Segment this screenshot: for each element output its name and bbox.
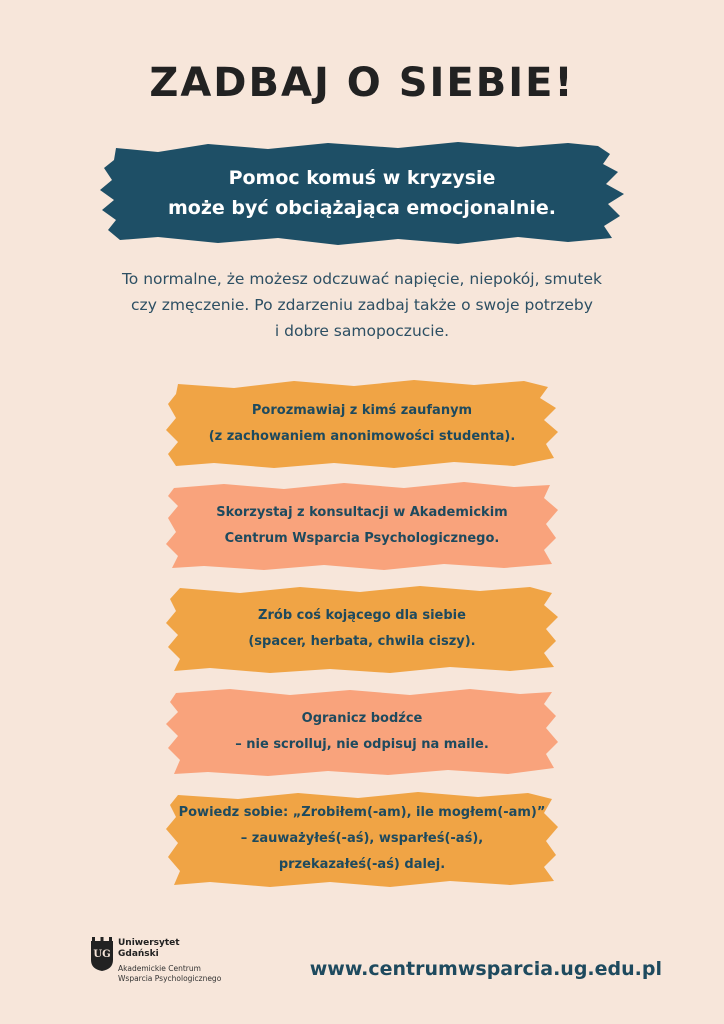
- svg-text:UG: UG: [93, 949, 111, 960]
- tip-4-line-2: – nie scrolluj, nie odpisuj na maile.: [235, 737, 489, 752]
- website-link[interactable]: www.centrumwsparcia.ug.edu.pl: [309, 958, 662, 980]
- university-name-line-2: Gdański: [118, 949, 159, 959]
- intro-paragraph: [80, 266, 644, 344]
- tip-banner-5: [164, 789, 560, 889]
- tip-5-line-1: Powiedz sobie: „Zrobiłem(-am), ile mogłem(-am)”: [178, 805, 546, 820]
- tip-5-line-3: przekazałeś(-aś) dalej.: [278, 857, 446, 872]
- center-name: [118, 964, 221, 984]
- university-crest-icon: [90, 936, 114, 972]
- tip-banner-1: [164, 378, 560, 470]
- tip-banner-4: [164, 686, 560, 778]
- tip-5-line-2: – zauważyłeś(-aś), wsparłeś(-aś),: [240, 831, 484, 846]
- intro-line-1: To normalne, że możesz odczuwać napięcie, niepokój, smutek: [121, 270, 603, 288]
- intro-line-2: czy zmęczenie. Po zdarzeniu zadbaj także o swoje potrzeby: [131, 296, 593, 314]
- headline-line-2: może być obciążająca emocjonalnie.: [167, 197, 556, 219]
- tip-3-line-2: (spacer, herbata, chwila ciszy).: [248, 634, 476, 649]
- headline-line-1: Pomoc komuś w kryzysie: [228, 167, 496, 189]
- tip-banner-2: [164, 480, 560, 572]
- tip-2-line-2: Centrum Wsparcia Psychologicznego.: [224, 531, 500, 546]
- tip-4-line-1: Ogranicz bodźce: [301, 711, 423, 726]
- intro-line-3: i dobre samopoczucie.: [274, 322, 450, 340]
- tip-1-line-2: (z zachowaniem anonimowości studenta).: [208, 429, 516, 444]
- university-logo: [90, 936, 290, 992]
- headline-banner: [98, 140, 626, 246]
- tip-1-line-1: Porozmawiaj z kimś zaufanym: [251, 403, 473, 418]
- tip-3-line-1: Zrób coś kojącego dla siebie: [258, 608, 466, 623]
- page-title: ZADBAJ O SIEBIE!: [149, 60, 575, 106]
- center-name-line-1: Akademickie Centrum: [118, 964, 201, 973]
- university-name: [118, 938, 180, 960]
- tip-2-line-1: Skorzystaj z konsultacji w Akademickim: [216, 505, 508, 520]
- tip-banner-3: [164, 583, 560, 675]
- university-name-line-1: Uniwersytet: [118, 938, 180, 948]
- center-name-line-2: Wsparcia Psychologicznego: [118, 974, 222, 983]
